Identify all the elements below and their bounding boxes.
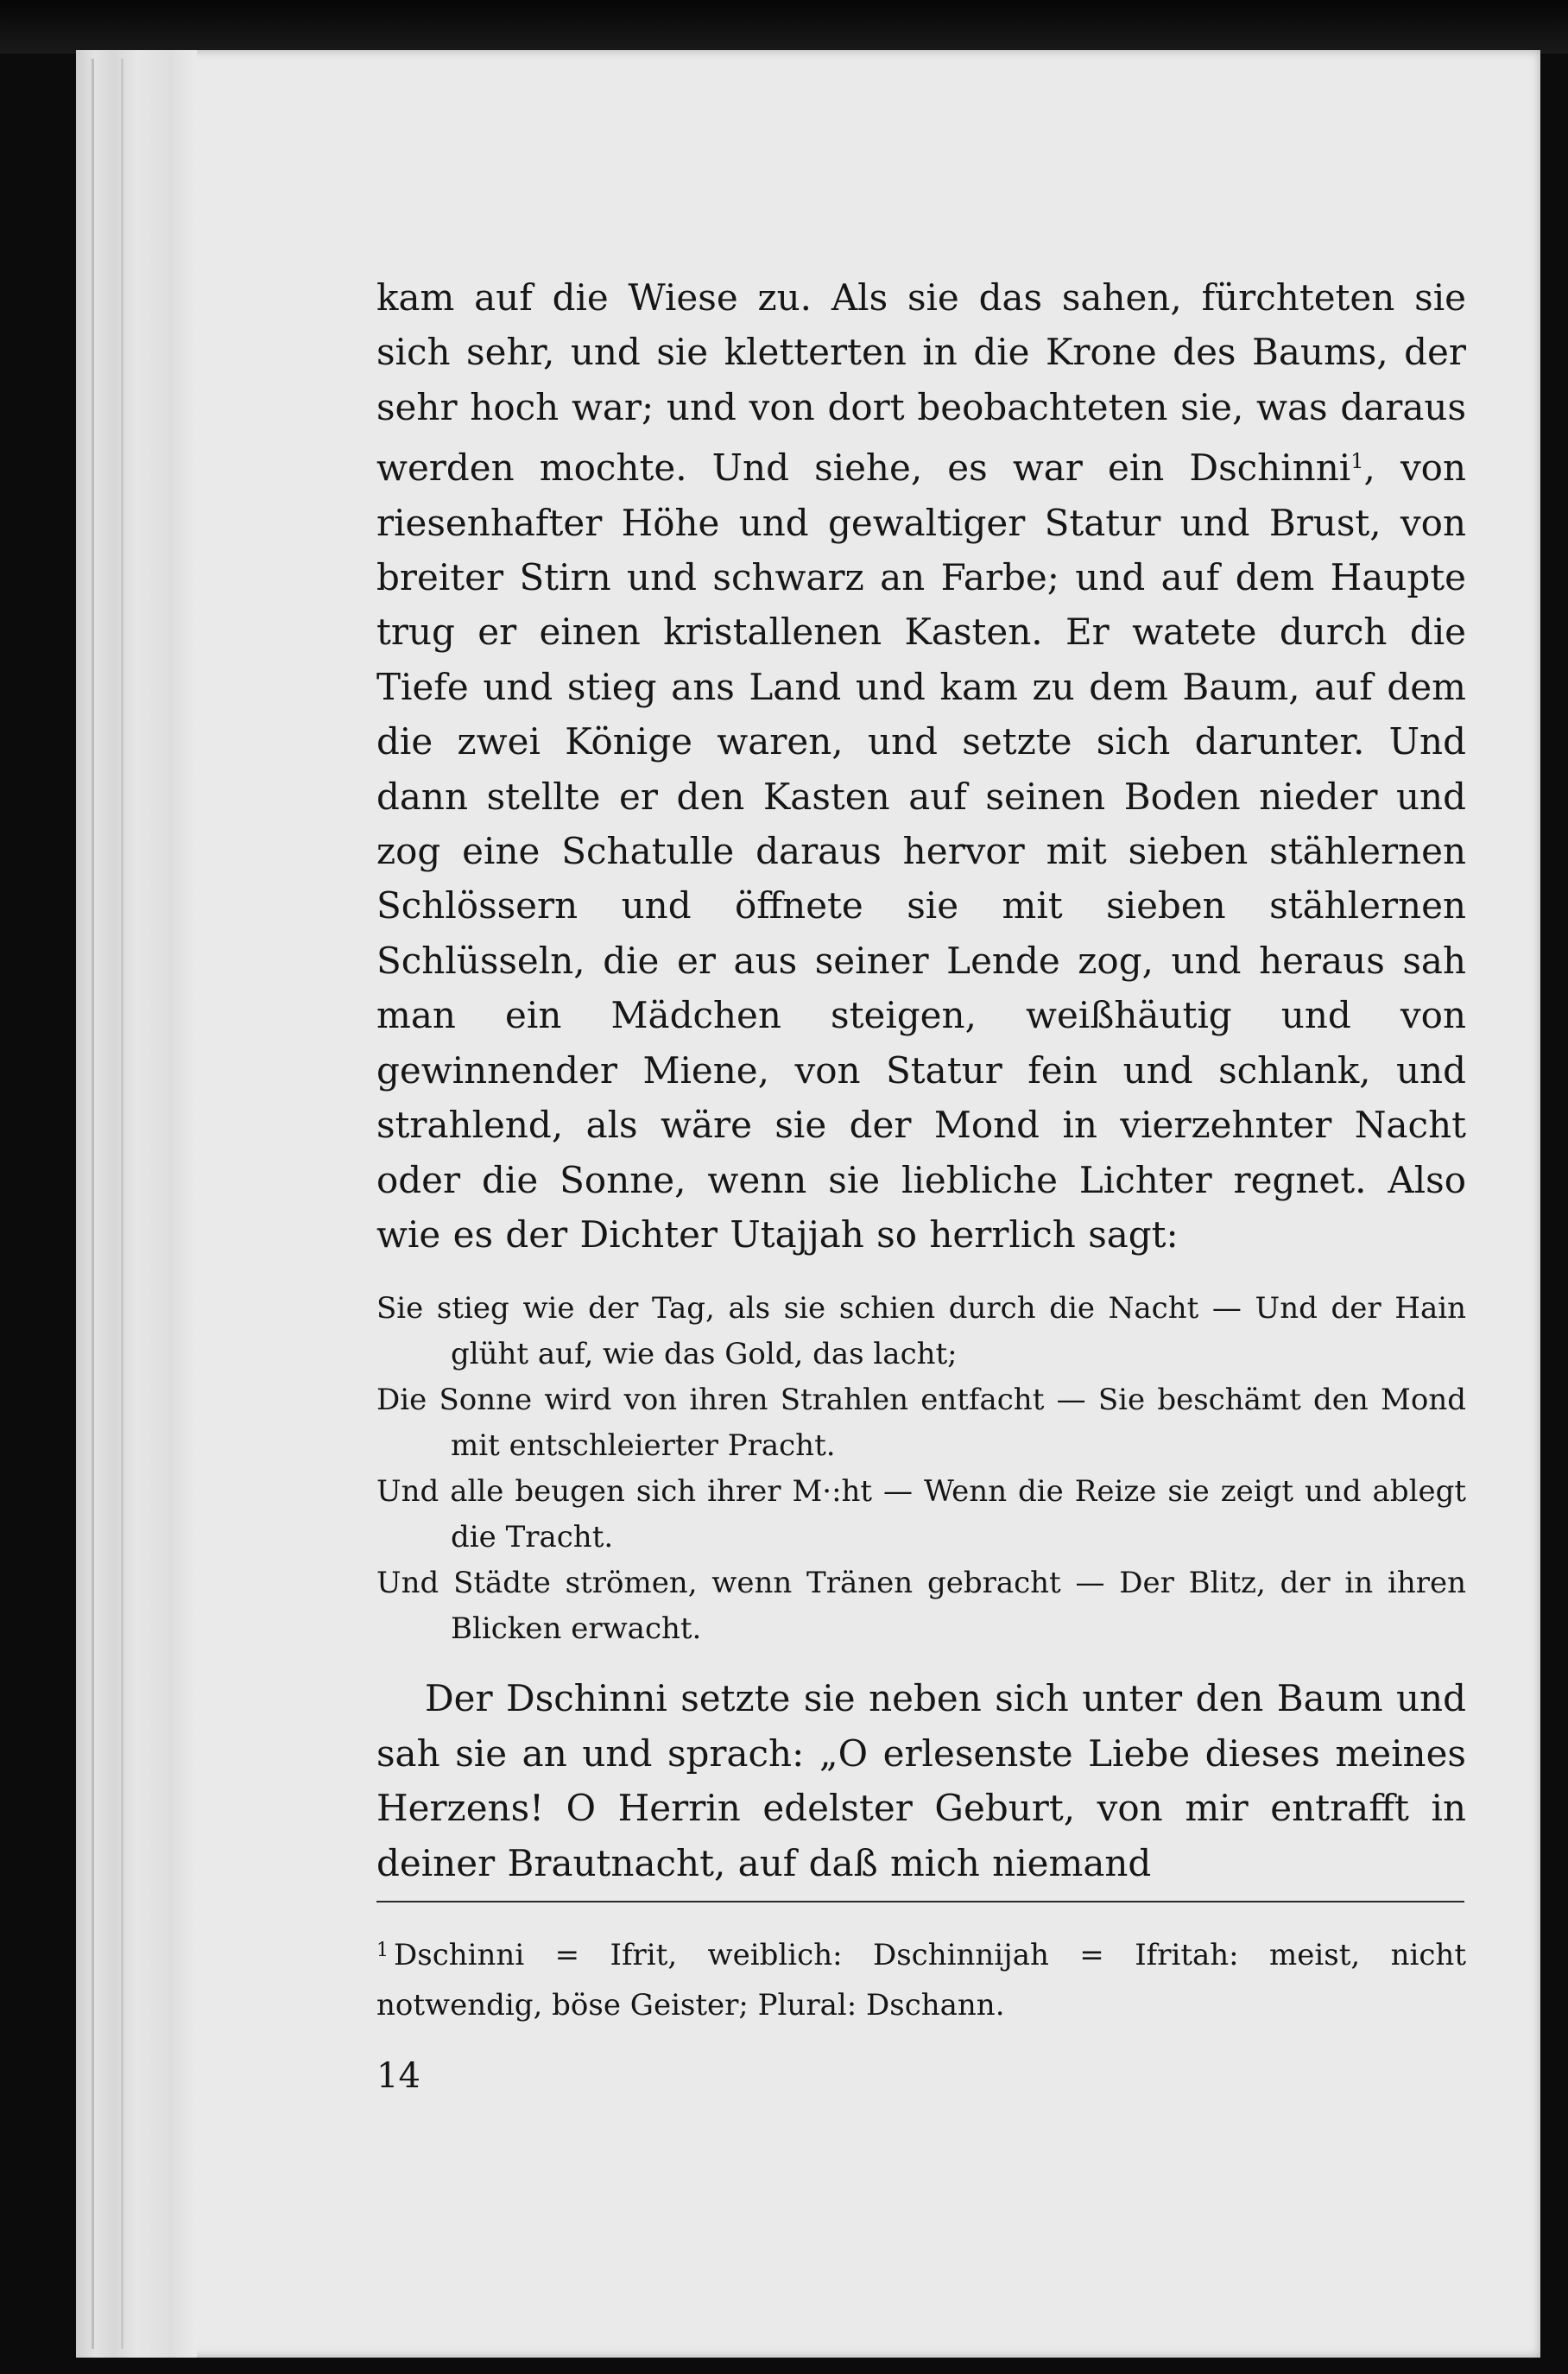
main-text <box>376 270 1466 1890</box>
gutter-line <box>121 59 123 2349</box>
scan-border-top <box>0 0 1568 54</box>
gutter-line <box>92 59 94 2349</box>
footnote <box>376 1926 1466 2030</box>
verse-line: Und alle beugen sich ihrer M·:ht — Wenn die Reize sie zeigt und ablegt die Tracht. <box>376 1474 1466 1555</box>
footnote-marker: 1 <box>376 1940 389 1961</box>
verse-block <box>376 1286 1466 1652</box>
footnote-reference: 1 <box>1350 449 1364 474</box>
verse-line: Und Städte strömen, wenn Tränen gebracht — Der Blitz, der in ihren Blicken erwacht. <box>376 1566 1466 1647</box>
footnote-divider <box>376 1901 1464 1902</box>
paragraph-2: Der Dschinni setzte sie neben sich unter den Baum und sah sie an und sprach: „O erlesenste Liebe dieses meines Herzens! O Herrin edelster Geburt, von mir entrafft in deiner Brautnacht, auf daß mich niemand <box>376 1677 1466 1884</box>
paragraph-1-text-a: kam auf die Wiese zu. Als sie das sahen, fürchteten sie sich sehr, und sie kletterten in die Krone des Baums, der sehr hoch war; und von dort beobachteten sie, was daraus werden mochte. Und siehe, es war ein Dschinni <box>376 276 1466 490</box>
page-gutter <box>76 50 197 2358</box>
verse-line: Sie stieg wie der Tag, als sie schien durch die Nacht — Und der Hain glüht auf, wie das Gold, das lacht; <box>376 1291 1466 1372</box>
paragraph-1 <box>376 270 1466 1262</box>
footnote-text: Dschinni = Ifrit, weiblich: Dschinnijah = Ifritah: meist, nicht notwendig, böse Geister; Plural: Dschann. <box>376 1938 1466 2023</box>
verse-line: Die Sonne wird von ihren Strahlen entfacht — Sie beschämt den Mond mit entschleierter Pracht. <box>376 1383 1466 1464</box>
page-number: 14 <box>376 2056 420 2096</box>
paragraph-1-text-b: , von riesenhafter Höhe und gewaltiger Statur und Brust, von breiter Stirn und schwarz an Farbe; und auf dem Haupte trug er einen kristallenen Kasten. Er watete durch die Tiefe und stieg ans Land und kam zu dem Baum, auf dem die zwei Könige waren, und setzte sich darunter. Und dann stellte er den Kasten auf seinen Boden nieder und zog eine Schatulle daraus hervor mit sieben stählernen Schlössern und öffnete sie mit sieben stählernen Schlüsseln, die er aus seiner Lende zog, und heraus sah man ein Mädchen steigen, weißhäutig und von gewinnender Miene, von Statur fein und schlank, und strahlend, als wäre sie der Mond in vierzehnter Nacht oder die Sonne, wenn sie liebliche Lichter regnet. Also wie es der Dichter Utajjah so herrlich sagt: <box>376 446 1467 1256</box>
